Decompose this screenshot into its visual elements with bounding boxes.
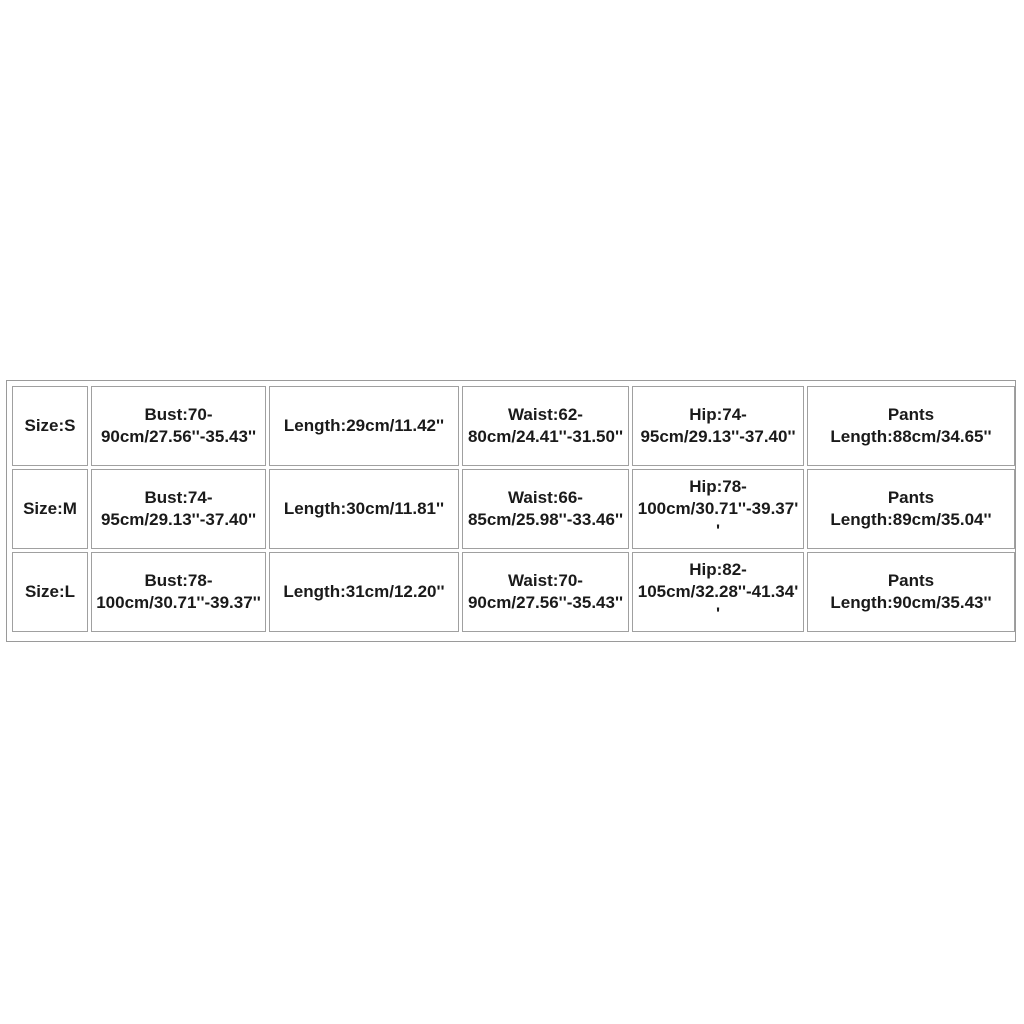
bust-cell: Bust:78-100cm/30.71''-39.37'' [91,552,266,632]
size-chart [6,380,1016,642]
waist-cell: Waist:62-80cm/24.41''-31.50'' [462,386,629,466]
size-cell: Size:M [12,469,88,549]
size-cell: Size:S [12,386,88,466]
size-cell: Size:L [12,552,88,632]
length-cell: Length:30cm/11.81'' [269,469,459,549]
length-cell: Length:29cm/11.42'' [269,386,459,466]
bust-cell: Bust:70-90cm/27.56''-35.43'' [91,386,266,466]
hip-cell: Hip:78-100cm/30.71''-39.37'' [632,469,804,549]
waist-cell: Waist:70-90cm/27.56''-35.43'' [462,552,629,632]
pants-length-cell: Pants Length:89cm/35.04'' [807,469,1015,549]
size-row-l [12,552,1015,632]
size-row-m [12,469,1015,549]
pants-length-cell: Pants Length:88cm/34.65'' [807,386,1015,466]
hip-cell: Hip:82-105cm/32.28''-41.34'' [632,552,804,632]
pants-length-cell: Pants Length:90cm/35.43'' [807,552,1015,632]
hip-cell: Hip:74-95cm/29.13''-37.40'' [632,386,804,466]
length-cell: Length:31cm/12.20'' [269,552,459,632]
bust-cell: Bust:74-95cm/29.13''-37.40'' [91,469,266,549]
size-chart-table [9,383,1018,635]
size-row-s [12,386,1015,466]
waist-cell: Waist:66-85cm/25.98''-33.46'' [462,469,629,549]
